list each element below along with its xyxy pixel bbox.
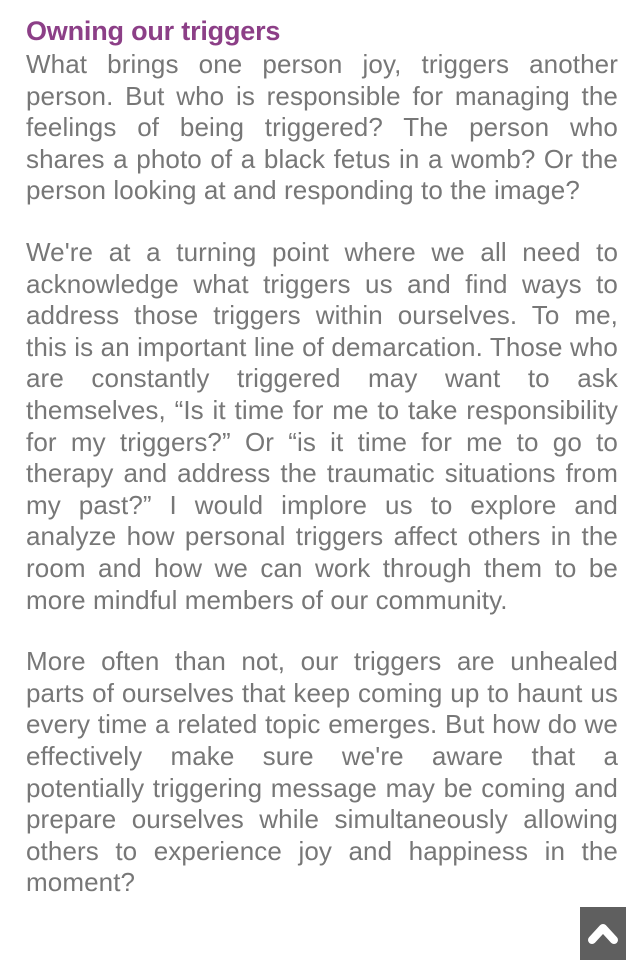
paragraph-3: More often than not, our triggers are unhealed parts of ourselves that keep coming up to haunt us every time a related topic emerges. But how do we effectively make sure we're aware that a potentially triggering message may be coming and prepare ourselves while simultaneously allowing others to experience joy and happiness in the moment? xyxy=(26,646,618,898)
scroll-to-top-button[interactable] xyxy=(580,907,626,960)
paragraph-2: We're at a turning point where we all need to acknowledge what triggers us and find ways to address those triggers within ourselves. To me, this is an important line of demarcation. Those who are constantly triggered may want to ask themselves, “Is it time for me to take responsibility for my triggers?” Or “is it time for me to go to therapy and address the traumatic situations from my past?” I would implore us to explore and analyze how personal triggers affect others in the room and how we can work through them to be more mindful members of our community. xyxy=(26,237,618,615)
chevron-up-icon xyxy=(586,922,620,946)
section-title: Owning our triggers xyxy=(26,16,281,46)
paragraph-1: What brings one person joy, triggers another person. But who is responsible for managing the feelings of being triggered? The person who shares a photo of a black fetus in a womb? Or the person looking at and responding to the image? xyxy=(26,49,618,206)
